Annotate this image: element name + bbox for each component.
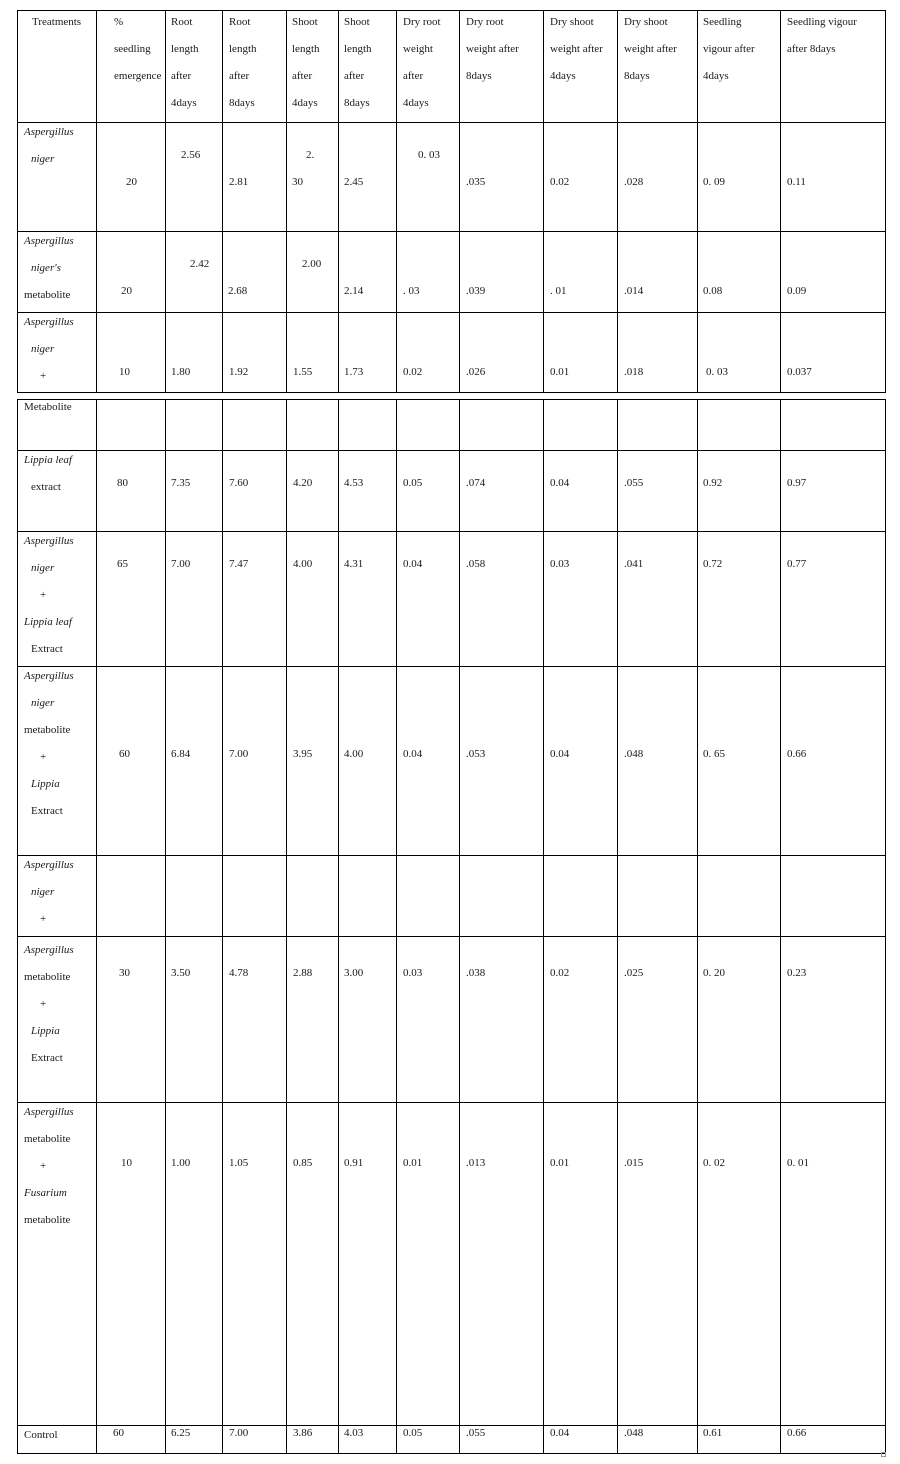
cell-value: 0. 02 bbox=[703, 1157, 725, 1169]
header-cell: Seedling vigour bbox=[787, 16, 857, 28]
cell-value: .048 bbox=[624, 748, 644, 760]
table-rule bbox=[338, 10, 339, 393]
cell-value: 7.47 bbox=[229, 558, 249, 570]
header-cell: weight after bbox=[466, 43, 519, 55]
header-cell: length bbox=[292, 43, 320, 55]
cell-value: 0.01 bbox=[550, 366, 570, 378]
cell-value: .058 bbox=[466, 558, 486, 570]
cell-value: 20 bbox=[126, 176, 137, 188]
cell-value: 0. 03 bbox=[706, 366, 728, 378]
header-cell: after bbox=[292, 70, 313, 82]
cell-value: 0.97 bbox=[787, 477, 807, 489]
table-rule bbox=[17, 122, 885, 123]
table-rule bbox=[17, 531, 885, 532]
treatment-label: extract bbox=[31, 481, 61, 493]
table-rule bbox=[286, 399, 287, 1454]
cell-value: 4.20 bbox=[293, 477, 313, 489]
table-rule bbox=[885, 399, 886, 1454]
cell-value: 0.66 bbox=[787, 748, 807, 760]
header-cell: weight after bbox=[624, 43, 677, 55]
cell-value: 10 bbox=[119, 366, 130, 378]
cell-value: .028 bbox=[624, 176, 644, 188]
treatment-label: + bbox=[40, 751, 47, 763]
cell-value: .014 bbox=[624, 285, 644, 297]
table-rule bbox=[396, 10, 397, 393]
treatment-label: Lippia bbox=[31, 1025, 60, 1037]
cell-value: 0.11 bbox=[787, 176, 806, 188]
cell-value: . 03 bbox=[403, 285, 420, 297]
table-rule bbox=[396, 399, 397, 1454]
table-rule bbox=[17, 10, 18, 393]
cell-value: 3.86 bbox=[293, 1427, 313, 1439]
header-cell: weight after bbox=[550, 43, 603, 55]
table-rule bbox=[165, 399, 166, 1454]
table-rule bbox=[96, 10, 97, 393]
table-rule bbox=[459, 10, 460, 393]
cell-value: 0.66 bbox=[787, 1427, 807, 1439]
treatment-label: + bbox=[40, 1160, 47, 1172]
treatment-label: niger bbox=[31, 562, 55, 574]
table-rule bbox=[17, 312, 885, 313]
header-cell: vigour after bbox=[703, 43, 755, 55]
cell-value: 0.72 bbox=[703, 558, 723, 570]
cell-value: 0.04 bbox=[550, 748, 570, 760]
cell-value: 2.56 bbox=[181, 149, 201, 161]
header-cell: length bbox=[344, 43, 372, 55]
table-rule bbox=[17, 450, 885, 451]
header-cell: after bbox=[344, 70, 365, 82]
table-rule bbox=[96, 399, 97, 1454]
treatment-label: Lippia bbox=[31, 778, 60, 790]
treatment-label: + bbox=[40, 998, 47, 1010]
cell-value: 1.80 bbox=[171, 366, 191, 378]
cell-value: 2.68 bbox=[228, 285, 248, 297]
cell-value: 80 bbox=[117, 477, 128, 489]
cell-value: 4.78 bbox=[229, 967, 249, 979]
cell-value: 0.05 bbox=[403, 1427, 423, 1439]
header-cell: Shoot bbox=[292, 16, 318, 28]
cell-value: 2.42 bbox=[190, 258, 210, 270]
treatment-label: Lippia leaf bbox=[24, 616, 72, 628]
cell-value: 2.88 bbox=[293, 967, 313, 979]
cell-value: 2.14 bbox=[344, 285, 364, 297]
cell-value: 0.01 bbox=[403, 1157, 423, 1169]
corner-mark bbox=[881, 1452, 886, 1457]
cell-value: 30 bbox=[119, 967, 130, 979]
table-rule bbox=[338, 399, 339, 1454]
cell-value: .055 bbox=[624, 477, 644, 489]
cell-value: 2.00 bbox=[302, 258, 322, 270]
treatment-label: metabolite bbox=[24, 724, 71, 736]
treatment-label: Extract bbox=[31, 1052, 63, 1064]
header-cell: % bbox=[114, 16, 124, 28]
cell-value: 0.04 bbox=[550, 1427, 570, 1439]
cell-value: 2. bbox=[306, 149, 315, 161]
cell-value: .048 bbox=[624, 1427, 644, 1439]
cell-value: .041 bbox=[624, 558, 644, 570]
header-cell: 4days bbox=[403, 97, 429, 109]
cell-value: 7.00 bbox=[171, 558, 191, 570]
cell-value: 0.02 bbox=[550, 967, 570, 979]
cell-value: 3.95 bbox=[293, 748, 313, 760]
cell-value: .038 bbox=[466, 967, 486, 979]
table-rule bbox=[286, 10, 287, 393]
header-cell: Dry root bbox=[466, 16, 504, 28]
table-rule bbox=[543, 399, 544, 1454]
table-rule bbox=[17, 855, 885, 856]
cell-value: 0.85 bbox=[293, 1157, 313, 1169]
header-cell: Root bbox=[229, 16, 251, 28]
cell-value: 4.53 bbox=[344, 477, 364, 489]
header-cell: Seedling bbox=[703, 16, 742, 28]
cell-value: .053 bbox=[466, 748, 486, 760]
cell-value: 1.55 bbox=[293, 366, 313, 378]
header-cell: emergence bbox=[114, 70, 162, 82]
treatment-label: Control bbox=[24, 1429, 58, 1441]
cell-value: .013 bbox=[466, 1157, 486, 1169]
table-rule bbox=[17, 399, 885, 400]
treatment-label: Aspergillus bbox=[24, 859, 74, 871]
treatment-label: niger's bbox=[31, 262, 61, 274]
cell-value: 1.05 bbox=[229, 1157, 249, 1169]
table-rule bbox=[697, 399, 698, 1454]
treatment-label: niger bbox=[31, 153, 55, 165]
table-rule bbox=[165, 10, 166, 393]
header-cell: weight bbox=[403, 43, 433, 55]
cell-value: 0. 01 bbox=[787, 1157, 809, 1169]
table-rule bbox=[17, 936, 885, 937]
table-rule bbox=[780, 10, 781, 393]
cell-value: .026 bbox=[466, 366, 486, 378]
table-rule bbox=[17, 10, 885, 11]
header-cell: Dry shoot bbox=[550, 16, 594, 28]
cell-value: 0.04 bbox=[403, 748, 423, 760]
treatment-label: metabolite bbox=[24, 1133, 71, 1145]
treatment-label: niger bbox=[31, 343, 55, 355]
table-rule bbox=[543, 10, 544, 393]
table-rule bbox=[697, 10, 698, 393]
cell-value: 4.03 bbox=[344, 1427, 364, 1439]
cell-value: 0.92 bbox=[703, 477, 723, 489]
treatment-label: metabolite bbox=[24, 1214, 71, 1226]
cell-value: .074 bbox=[466, 477, 486, 489]
treatment-label: + bbox=[40, 913, 47, 925]
table-rule bbox=[780, 399, 781, 1454]
cell-value: 0.09 bbox=[787, 285, 807, 297]
table-rule bbox=[617, 10, 618, 393]
cell-value: 7.00 bbox=[229, 1427, 249, 1439]
cell-value: 0.61 bbox=[703, 1427, 723, 1439]
treatment-label: metabolite bbox=[24, 289, 71, 301]
treatment-label: Lippia leaf bbox=[24, 454, 72, 466]
treatment-label: Aspergillus bbox=[24, 535, 74, 547]
cell-value: 7.60 bbox=[229, 477, 249, 489]
header-cell: 4days bbox=[292, 97, 318, 109]
cell-value: 1.73 bbox=[344, 366, 364, 378]
treatment-label: niger bbox=[31, 697, 55, 709]
cell-value: 0.037 bbox=[787, 366, 812, 378]
table-rule bbox=[17, 1102, 885, 1103]
header-cell: 4days bbox=[703, 70, 729, 82]
cell-value: 0. 03 bbox=[418, 149, 440, 161]
treatment-label: Aspergillus bbox=[24, 316, 74, 328]
treatment-label: niger bbox=[31, 886, 55, 898]
header-cell: 8days bbox=[344, 97, 370, 109]
cell-value: 1.00 bbox=[171, 1157, 191, 1169]
header-cell: length bbox=[171, 43, 199, 55]
header-cell: 8days bbox=[229, 97, 255, 109]
cell-value: 10 bbox=[121, 1157, 132, 1169]
cell-value: 3.50 bbox=[171, 967, 191, 979]
header-cell: Treatments bbox=[32, 16, 82, 28]
treatment-label: metabolite bbox=[24, 971, 71, 983]
table-rule bbox=[17, 1425, 885, 1426]
treatment-label: Aspergillus bbox=[24, 235, 74, 247]
treatment-label: Aspergillus bbox=[24, 1106, 74, 1118]
cell-value: 4.00 bbox=[293, 558, 313, 570]
treatment-label: + bbox=[40, 589, 47, 601]
cell-value: . 01 bbox=[550, 285, 567, 297]
cell-value: 0.77 bbox=[787, 558, 807, 570]
header-cell: after bbox=[171, 70, 192, 82]
table-rule bbox=[17, 392, 885, 393]
table-rule bbox=[17, 399, 18, 1454]
table-rule bbox=[222, 399, 223, 1454]
cell-value: 0.02 bbox=[403, 366, 423, 378]
table-rule bbox=[617, 399, 618, 1454]
cell-value: 0. 20 bbox=[703, 967, 725, 979]
treatment-label: Aspergillus bbox=[24, 944, 74, 956]
treatment-label: Metabolite bbox=[24, 401, 72, 413]
cell-value: 30 bbox=[292, 176, 303, 188]
header-cell: Dry root bbox=[403, 16, 441, 28]
cell-value: 0. 09 bbox=[703, 176, 725, 188]
cell-value: 0.08 bbox=[703, 285, 723, 297]
cell-value: 2.45 bbox=[344, 176, 364, 188]
cell-value: 2.81 bbox=[229, 176, 249, 188]
cell-value: .015 bbox=[624, 1157, 644, 1169]
table-rule bbox=[17, 231, 885, 232]
cell-value: 0.04 bbox=[550, 477, 570, 489]
header-cell: after bbox=[403, 70, 424, 82]
cell-value: 65 bbox=[117, 558, 128, 570]
treatment-label: + bbox=[40, 370, 47, 382]
table-rule bbox=[222, 10, 223, 393]
cell-value: 4.00 bbox=[344, 748, 364, 760]
header-cell: Dry shoot bbox=[624, 16, 668, 28]
header-cell: Root bbox=[171, 16, 193, 28]
cell-value: 6.84 bbox=[171, 748, 191, 760]
treatment-label: Aspergillus bbox=[24, 126, 74, 138]
cell-value: .025 bbox=[624, 967, 644, 979]
treatment-label: Extract bbox=[31, 643, 63, 655]
header-cell: Shoot bbox=[344, 16, 370, 28]
header-cell: 8days bbox=[624, 70, 650, 82]
table-rule bbox=[17, 1453, 885, 1454]
cell-value: .055 bbox=[466, 1427, 486, 1439]
cell-value: .035 bbox=[466, 176, 486, 188]
cell-value: 4.31 bbox=[344, 558, 364, 570]
cell-value: 3.00 bbox=[344, 967, 364, 979]
header-cell: after 8days bbox=[787, 43, 836, 55]
table-rule bbox=[885, 10, 886, 393]
cell-value: 60 bbox=[113, 1427, 124, 1439]
cell-value: .018 bbox=[624, 366, 644, 378]
cell-value: 0. 65 bbox=[703, 748, 725, 760]
cell-value: 0.02 bbox=[550, 176, 570, 188]
header-cell: after bbox=[229, 70, 250, 82]
header-cell: 4days bbox=[171, 97, 197, 109]
cell-value: 0.01 bbox=[550, 1157, 570, 1169]
cell-value: 0.23 bbox=[787, 967, 807, 979]
cell-value: 0.03 bbox=[403, 967, 423, 979]
cell-value: 7.35 bbox=[171, 477, 191, 489]
cell-value: 1.92 bbox=[229, 366, 249, 378]
treatment-label: Fusarium bbox=[24, 1187, 67, 1199]
header-cell: length bbox=[229, 43, 257, 55]
cell-value: .039 bbox=[466, 285, 486, 297]
treatment-label: Extract bbox=[31, 805, 63, 817]
cell-value: 0.91 bbox=[344, 1157, 364, 1169]
cell-value: 7.00 bbox=[229, 748, 249, 760]
treatment-label: Aspergillus bbox=[24, 670, 74, 682]
header-cell: seedling bbox=[114, 43, 151, 55]
cell-value: 20 bbox=[121, 285, 132, 297]
cell-value: 0.04 bbox=[403, 558, 423, 570]
cell-value: 0.03 bbox=[550, 558, 570, 570]
header-cell: 4days bbox=[550, 70, 576, 82]
cell-value: 60 bbox=[119, 748, 130, 760]
cell-value: 6.25 bbox=[171, 1427, 191, 1439]
table-rule bbox=[459, 399, 460, 1454]
cell-value: 0.05 bbox=[403, 477, 423, 489]
table-rule bbox=[17, 666, 885, 667]
header-cell: 8days bbox=[466, 70, 492, 82]
